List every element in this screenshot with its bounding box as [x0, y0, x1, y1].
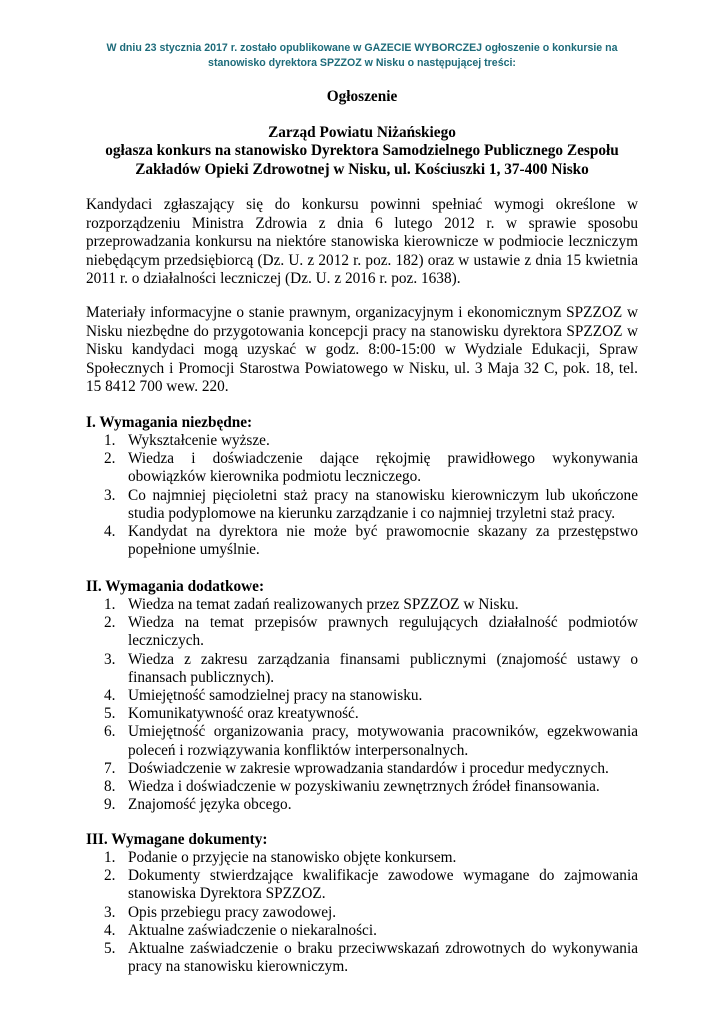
list-item: 3. Opis przebiegu pracy zawodowej.: [104, 903, 337, 921]
list-item: 2. Dokumenty stwierdzające kwalifikacje zawodowe wymagane do zajmowania stanowiska Dyrektora SPZZOZ.: [104, 867, 638, 903]
publication-notice-line-1: W dniu 23 stycznia 2017 r. zostało opublikowane w GAZECIE WYBORCZEJ ogłoszenie o konkursie na: [106, 42, 618, 54]
section-title-additional: II. Wymagania dodatkowe:: [86, 578, 265, 595]
section-title-required: I. Wymagania niezbędne:: [86, 414, 253, 431]
materials-paragraph: Materiały informacyjne o stanie prawnym, organizacyjnym i ekonomicznym SPZZOZ w Nisku niezbędne do przygotowania koncepcji pracy na stanowisku dyrektora SPZZOZ w Nisku kandydaci mogą uzyskać w godz. 8:00-15:00 w Wydziale Edukacji, Spraw Społecznych i Promocji Starostwa Powiatowego w Nisku, ul. 3 Maja 32 C, pok. 18, tel. 15 8412 700 wew. 220.: [86, 304, 638, 396]
additional-list: [86, 596, 638, 814]
issuer-name: Zarząd Powiatu Niżańskiego: [268, 124, 456, 141]
list-item: 1. Podanie o przyjęcie na stanowisko objęte konkursem.: [104, 849, 457, 866]
documents-list: [86, 849, 638, 976]
list-item: 5. Aktualne zaświadczenie o braku przeciwwskazań zdrowotnych do wykonywania pracy na stanowisku kierowniczym.: [104, 940, 638, 976]
required-list: [86, 432, 638, 559]
list-item: 3. Wiedza z zakresu zarządzania finansami publicznymi (znajomość ustawy o finansach publicznych).: [104, 650, 638, 686]
list-item: 8. Wiedza i doświadczenie w pozyskiwaniu zewnętrznych źródeł finansowania.: [104, 778, 600, 796]
announcement-subtitle: [86, 124, 638, 179]
publication-notice: [60, 41, 664, 71]
list-item: 9. Znajomość języka obcego.: [104, 796, 292, 814]
list-item: 4. Kandydat na dyrektora nie może być prawomocnie skazany za przestępstwo popełnione umyślnie.: [104, 523, 638, 559]
section-title-documents: III. Wymagane dokumenty:: [86, 831, 268, 848]
list-item: 6. Umiejętność organizowania pracy, motywowania pracowników, egzekwowania poleceń i rozwiązywania konfliktów interpersonalnych.: [104, 723, 638, 759]
announcement-title: Ogłoszenie: [326, 88, 398, 105]
list-item: 2. Wiedza na temat przepisów prawnych regulujących działalność podmiotów leczniczych.: [104, 614, 638, 650]
competition-description: ogłasza konkurs na stanowisko Dyrektora Samodzielnego Publicznego Zespołu Zakładów Opieki Zdrowotnej w Nisku, ul. Kościuszki 1, 37-400 Nisko: [105, 142, 619, 178]
list-item: 2. Wiedza i doświadczenie dające rękojmię prawidłowego wykonywania obowiązków kierownika podmiotu leczniczego.: [104, 450, 638, 486]
list-item: 1. Wykształcenie wyższe.: [104, 432, 270, 449]
list-item: 7. Doświadczenie w zakresie wprowadzania standardów i procedur medycznych.: [104, 759, 609, 777]
list-item: 4. Aktualne zaświadczenie o niekaralności.: [104, 921, 377, 939]
list-item: 4. Umiejętność samodzielnej pracy na stanowisku.: [104, 687, 423, 705]
publication-notice-line-2: stanowisko dyrektora SPZZOZ w Nisku o następującej treści:: [208, 57, 516, 69]
intro-paragraph: Kandydaci zgłaszający się do konkursu powinni spełniać wymogi określone w rozporządzeniu Ministra Zdrowia z dnia 6 lutego 2012 r. w sprawie sposobu przeprowadzania konkursu na niektóre stanowiska kierownicze w podmiocie leczniczym niebędącym przedsiębiorcą (Dz. U. z 2012 r. poz. 182) oraz w ustawie z dnia 15 kwietnia 2011 r. o działalności leczniczej (Dz. U. z 2016 r. poz. 1638).: [86, 196, 638, 288]
list-item: 3. Co najmniej pięcioletni staż pracy na stanowisku kierowniczym lub ukończone studia podyplomowe na kierunku zarządzanie i co najmniej trzyletni staż pracy.: [104, 486, 638, 522]
list-item: 1. Wiedza na temat zadań realizowanych przez SPZZOZ w Nisku.: [104, 596, 519, 613]
list-item: 5. Komunikatywność oraz kreatywność.: [104, 705, 359, 723]
